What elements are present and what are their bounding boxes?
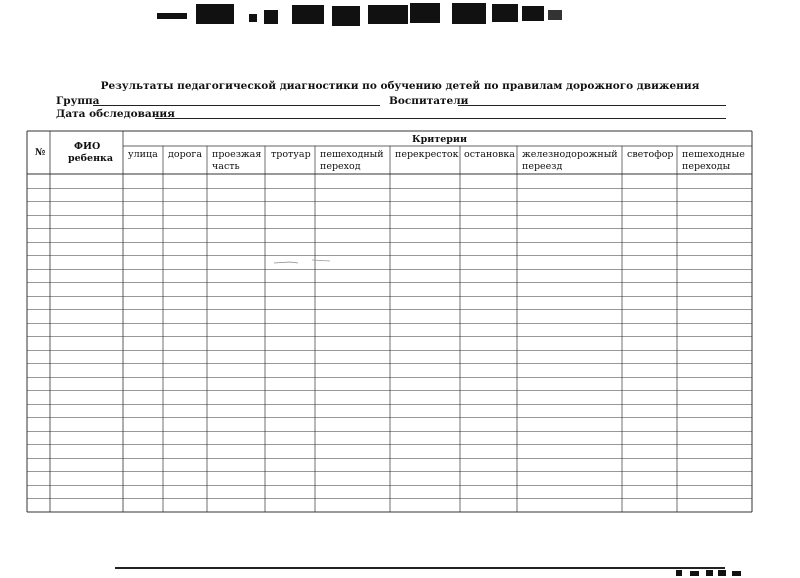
criterion-roadway-line1: проезжая xyxy=(212,149,262,160)
scan-artifact-bottom xyxy=(0,560,800,578)
col-fio-header-line2: ребенка xyxy=(68,153,114,164)
criterion-roadway-line2: часть xyxy=(212,161,240,172)
educators-label: Воспитатели xyxy=(389,95,469,107)
criterion-road: дорога xyxy=(168,149,203,160)
criterion-street: улица xyxy=(128,149,158,160)
criterion-crosswalk-line2: переход xyxy=(320,161,361,172)
criteria-header: Критерии xyxy=(412,134,467,145)
col-number-header: № xyxy=(35,147,46,158)
col-fio-header-line1: ФИО xyxy=(74,141,101,152)
criterion-railway-crossing-line1: железнодорожный xyxy=(522,149,618,160)
criterion-stop: остановка xyxy=(464,149,515,160)
group-label: Группа xyxy=(56,95,100,107)
criterion-crosswalk-line1: пешеходный xyxy=(320,149,384,160)
criterion-pedestrian-crossings-line1: пешеходные xyxy=(682,149,745,160)
pencil-mark xyxy=(270,258,340,266)
criterion-railway-crossing-line2: переезд xyxy=(522,161,563,172)
criterion-intersection: перекресток xyxy=(395,149,459,160)
criterion-traffic-light: светофор xyxy=(627,149,674,160)
criterion-sidewalk: тротуар xyxy=(271,149,311,160)
document-title: Результаты педагогической диагностики по обучению детей по правилам дорожного движения xyxy=(100,80,700,92)
criterion-pedestrian-crossings-line2: переходы xyxy=(682,161,731,172)
exam-date-label: Дата обследования xyxy=(56,108,175,120)
